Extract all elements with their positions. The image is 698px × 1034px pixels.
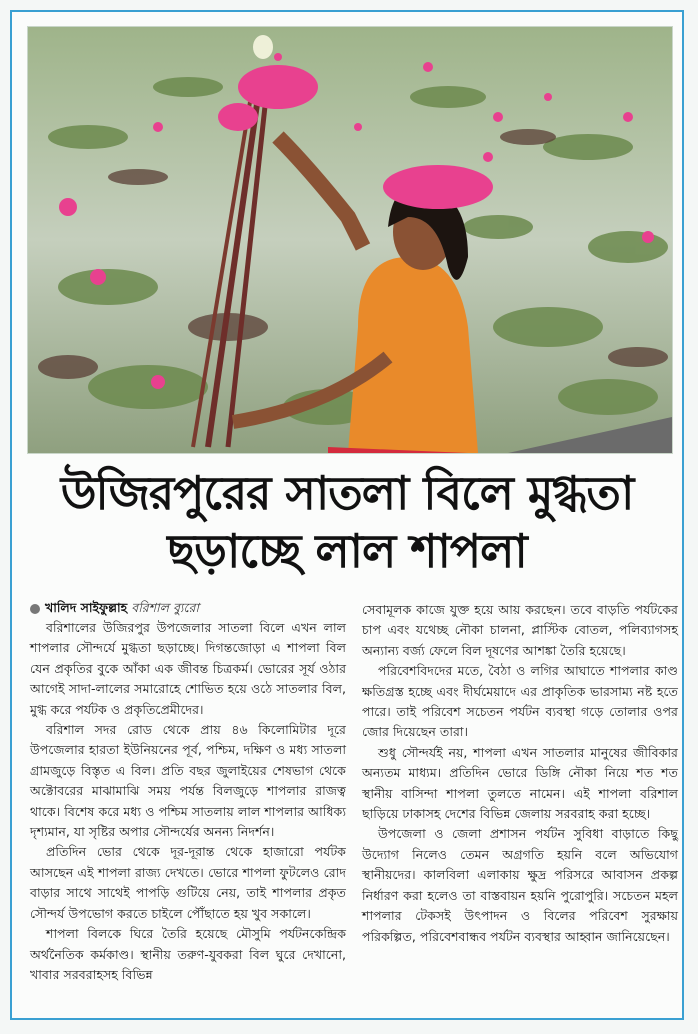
bullet-icon [30,604,40,614]
paragraph: বরিশালের উজিরপুর উপজেলার সাতলা বিলে এখন লাল শাপলার সৌন্দর্যে মুগ্ধতা ছড়াচ্ছে। দিগন্তজোড়া এ শাপলা বিল যেন প্রকৃতির বুকে আঁকা এক জীবন্ত চিত্রকর্ম। ভোরের সূর্য ওঠার আগেই সাদা-লালের সমারোহে শোভিত হয়ে ওঠে সাতলার বিল, মুগ্ধ করে পর্যটক ও প্রকৃতিপ্রেমীদের। [30,620,346,717]
paragraph: সেবামূলক কাজে যুক্ত হয়ে আয় করছেন। তবে বাড়তি পর্যটকের চাপ এবং যথেচ্ছ নৌকা চালনা, প্লাস্টিক বোতল, পলিব্যাগসহ অন্যান্য বর্জ্য ফেলে বিল দূষণের আশঙ্কা তৈরি হয়েছে। [362,602,678,658]
paragraph: প্রতিদিন ভোর থেকে দূর-দূরান্ত থেকে হাজারো পর্যটক আসছেন এই শাপলা রাজ্য দেখতে। ভোরে শাপলা ফুটলেও রোদ বাড়ার সাথে সাথেই পাপড়ি গুটিয়ে নেয়, তাই শাপলার প্রকৃত সৌন্দর্য উপভোগ করতে চাইলে পৌঁছাতে হয় খুব সকালে। [30,844,346,921]
headline-line-1: উজিরপুরের সাতলা বিলে মুগ্ধতা [60,466,634,520]
bureau-name: বরিশাল ব্যুরো [131,600,200,615]
byline [30,600,350,620]
paragraph: শাপলা বিলকে ঘিরে তৈরি হয়েছে মৌসুমি পর্যটনকেন্দ্রিক অর্থনৈতিক কর্মকাণ্ড। স্থানীয় তরুণ-যুবকরা বিল ঘুরে দেখানো, খাবার সরবরাহসহ বিভিন্ন [30,926,346,982]
headline-line-2: ছড়াচ্ছে লাল শাপলা [167,524,527,578]
author-name: খালিদ সাইফুল্লাহ [45,600,128,615]
article-frame [10,10,684,1020]
article-column-left [30,618,346,985]
article-photo [27,26,673,454]
paragraph: বরিশাল সদর রোড থেকে প্রায় ৪৬ কিলোমিটার দূরে উপজেলার হারতা ইউনিয়নের পূর্ব, পশ্চিম, দক্ষিণ ও মধ্য সাতলা গ্রামজুড়ে বিস্তৃত এ বিল। প্রতি বছর জুলাইয়ের শেষভাগ থেকে অক্টোবরের মাঝামাঝি সময় পর্যন্ত বিলজুড়ে শাপলার রাজত্ব থাকে। বিশেষ করে মধ্য ও পশ্চিম সাতলায় লাল শাপলার আধিক্য দৃশ্যমান, যা সৃষ্টির অপার সৌন্দর্যের অনন্য নিদর্শন। [30,722,346,840]
girl-with-lotus-image [28,27,672,453]
article-column-right [362,600,678,947]
headline [12,464,682,580]
paragraph: পরিবেশবিদদের মতে, বৈঠা ও লগির আঘাতে শাপলার কাণ্ড ক্ষতিগ্রস্ত হচ্ছে এবং দীর্ঘমেয়াদে এর প্রাকৃতিক ভারসাম্য নষ্ট হতে পারে। তাই পরিবেশ সচেতন পর্যটন ব্যবস্থা গড়ে তোলার ওপর জোর দিয়েছেন তারা। [362,663,678,740]
paragraph: উপজেলা ও জেলা প্রশাসন পর্যটন সুবিধা বাড়াতে কিছু উদ্যোগ নিলেও তেমন অগ্রগতি হয়নি বলে অভিযোগ স্থানীয়দের। কালবিলা এলাকায় ক্ষুদ্র পরিসরে আবাসন প্রকল্প নির্ধারণ করা হলেও তা বাস্তবায়ন হয়নি পুরোপুরি। সচেতন মহল শাপলার টেকসই উৎপাদন ও বিলের পরিবেশ সুরক্ষায় পরিকল্পিত, পরিবেশবান্ধব পর্যটন ব্যবস্থার আহ্বান জানিয়েছেন। [362,826,678,944]
paragraph: শুধু সৌন্দর্যই নয়, শাপলা এখন সাতলার মানুষের জীবিকার অন্যতম মাধ্যম। প্রতিদিন ভোরে ডিঙ্গি নৌকা নিয়ে শত শত স্থানীয় বাসিন্দা শাপলা তুলতে নামেন। এই শাপলা বরিশাল ছাড়িয়ে ঢাকাসহ দেশের বিভিন্ন জেলায় সরবরাহ করা হচ্ছে। [362,744,678,822]
